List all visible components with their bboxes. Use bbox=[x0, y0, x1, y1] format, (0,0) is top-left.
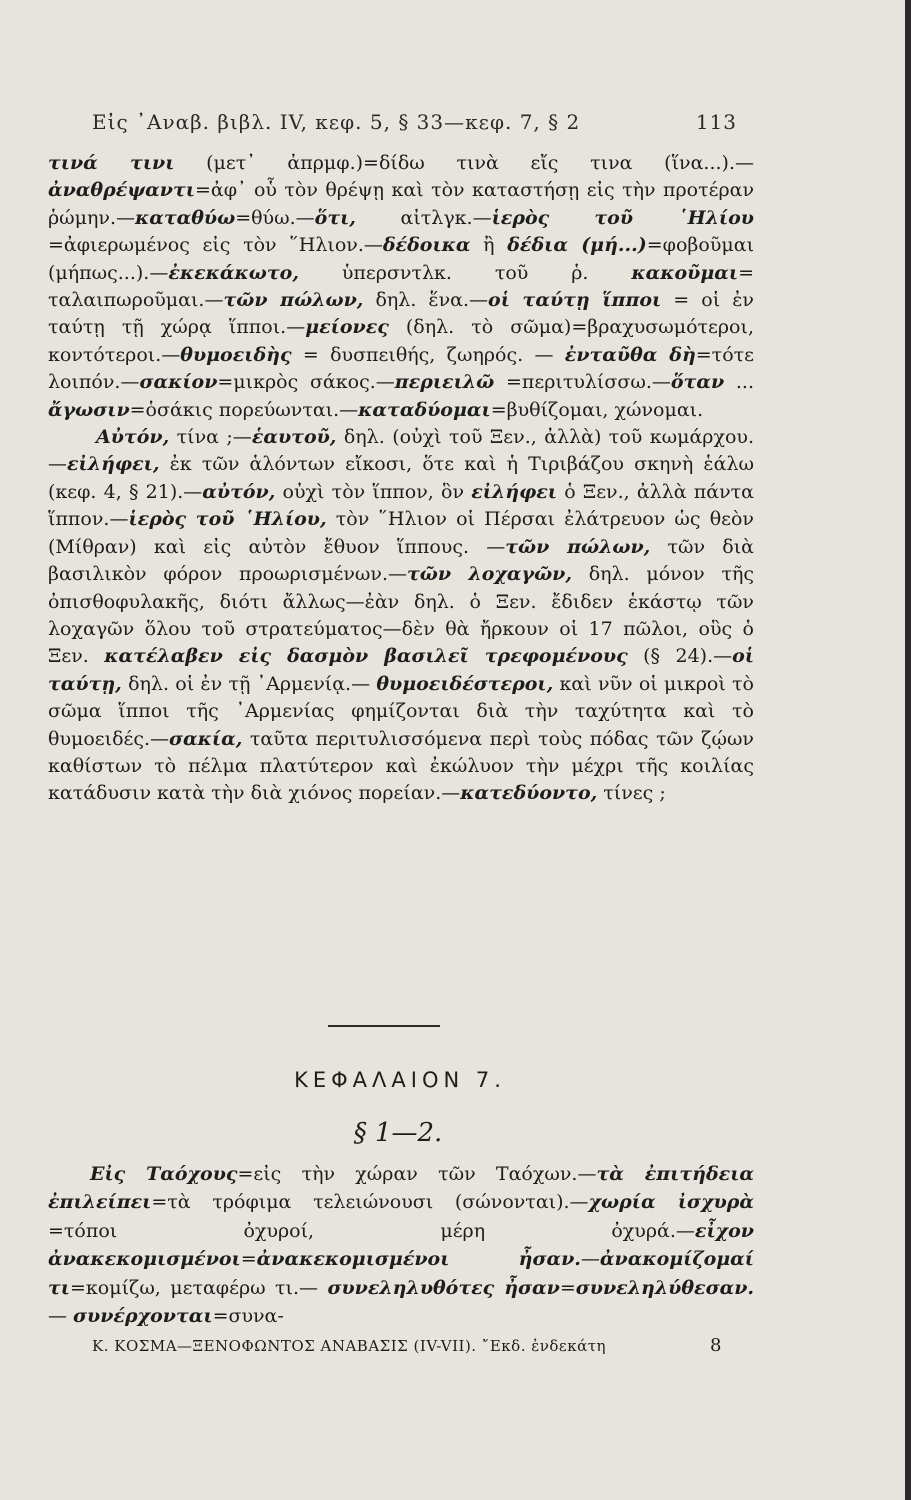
gloss-text: ὑπερσντλκ. τοῦ ῥ. bbox=[298, 261, 632, 284]
gloss-text: =τότε λοιπόν.— bbox=[48, 343, 754, 394]
gloss-text: =φοβοῦμαι (μήπως...).— bbox=[48, 234, 755, 284]
lemma-term: ἐκεκάκωτο, bbox=[168, 261, 299, 284]
lemma-term: ἀναθρέψαντι bbox=[48, 179, 195, 202]
lemma-term: κατεδύοντο, bbox=[460, 782, 598, 805]
gloss-text: ... bbox=[724, 371, 754, 394]
lemma-term: τὰ ἐπιτήδεια ἐπιλείπει bbox=[48, 1163, 755, 1214]
running-head bbox=[92, 110, 737, 134]
gloss-text: οὐχὶ τὸν ἵππον, ὃν bbox=[275, 480, 472, 503]
footer-imprint: Κ. ΚΟΣΜΑ—ΞΕΝΟΦΩΝΤΟΣ ΑΝΑΒΑΣΙΣ (IV-VII). ῎Εκδ. ἑνδεκάτη bbox=[92, 1337, 606, 1355]
gloss-text: τίνα ;— bbox=[169, 426, 252, 449]
lemma-term: ἄγωσιν bbox=[48, 398, 130, 421]
gloss-text: δηλ. ἕνα.— bbox=[363, 289, 489, 312]
section-divider bbox=[328, 1025, 440, 1027]
gloss-text: =τόποι ὀχυροί, μέρη ὀχυρά.— bbox=[48, 1219, 695, 1242]
lemma-term: τῶν πώλων, bbox=[505, 535, 651, 558]
gloss-text: (μετ᾿ ἀπρμφ.)=δίδω τινὰ εἴς τινα (ἵνα...).— bbox=[174, 152, 754, 174]
gloss-text: = ταλαιπωροῦμαι.— bbox=[48, 261, 754, 312]
lemma-term: εἰλήφει, bbox=[67, 453, 160, 476]
lemma-term: οἱ ταύτῃ ἵπποι bbox=[488, 289, 662, 312]
lemma-term: ἑαυτοῦ, bbox=[251, 426, 337, 449]
lemma-term: ἱερὸς τοῦ ῾Ηλίου bbox=[491, 206, 754, 229]
lemma-term: κατέλαβεν εἰς δασμὸν βασιλεῖ τρεφομένους bbox=[104, 645, 628, 668]
gloss-text: =εἰς τὴν χώραν τῶν Ταόχων.— bbox=[237, 1163, 597, 1185]
lemma-term: καταθύω bbox=[134, 206, 236, 229]
lemma-term: σακίον bbox=[139, 371, 218, 394]
gloss-text: ὁ Ξεν., ἀλλὰ πάντα ἵππον.— bbox=[48, 480, 754, 531]
lemma-term: συνεληλύθεσαν. bbox=[575, 1276, 755, 1299]
lemma-term: συνεληλυθότες ἦσαν bbox=[327, 1276, 560, 1299]
lemma-term: δέδια (μή...) bbox=[507, 234, 647, 257]
lemma-term: τῶν λοχαγῶν, bbox=[407, 563, 572, 586]
lemma-term: συνέρχονται bbox=[73, 1305, 213, 1328]
gloss-text: =τὰ τρόφιμα τελειώνουσι (σώνονται).— bbox=[151, 1191, 589, 1214]
gloss-text: ἢ bbox=[470, 234, 508, 257]
lemma-term: Εἰς Ταόχους bbox=[90, 1163, 238, 1185]
gloss-text: =κομίζω, μεταφέρω τι.— bbox=[69, 1276, 328, 1299]
lemma-term: εἶχον ἀνακεκομισμένοι bbox=[48, 1219, 754, 1271]
lemma-term: ἀνακομίζομαί τι bbox=[48, 1248, 754, 1299]
lemma-term: χωρία ἰσχυρὰ bbox=[588, 1191, 755, 1214]
lemma-term: κακοῦμαι bbox=[631, 261, 739, 284]
lemma-term: μείονες bbox=[305, 316, 389, 339]
lemma-term: τινά τινι bbox=[48, 152, 175, 174]
lemma-term: θυμοειδὴς bbox=[180, 343, 292, 366]
lemma-term: ὅταν bbox=[670, 371, 725, 394]
gloss-text: δηλ. οἱ ἐν τῇ ᾿Αρμενίᾳ.— bbox=[121, 672, 377, 695]
gloss-text: (§ 24).— bbox=[627, 645, 733, 668]
chapter-title: ΚΕΦΑΛΑΙΟΝ 7. bbox=[294, 1068, 506, 1092]
lemma-term: ἱερὸς τοῦ ῾Ηλίου, bbox=[128, 508, 327, 531]
gloss-text: — bbox=[48, 1305, 74, 1328]
gloss-text: τῶν διὰ βασιλικὸν φόρον προωρισμένων.— bbox=[48, 535, 754, 586]
page-number: 113 bbox=[695, 110, 737, 134]
gloss-text: =ὁσάκις πορεύωνται.— bbox=[129, 398, 359, 421]
lemma-term: εἰλήφει bbox=[471, 480, 558, 503]
gloss-text: = οἱ ἐν ταύτῃ τῇ χώρᾳ ἵπποι.— bbox=[48, 289, 754, 339]
lemma-term: Αὐτόν, bbox=[96, 426, 170, 449]
gloss-text: =περιτυλίσσω.— bbox=[494, 371, 671, 394]
gloss-text: τὸν ῞Ηλιον οἱ Πέρσαι ἐλάτρευον ὡς θεὸν (Μίθραν) καὶ εἰς αὐτὸν ἔθυον ἵππους. — bbox=[48, 508, 754, 558]
gloss-text: =συνα- bbox=[212, 1305, 284, 1328]
commentary-block bbox=[48, 150, 754, 808]
section-title: § 1—2. bbox=[353, 1118, 443, 1148]
gloss-text: = bbox=[240, 1248, 257, 1271]
lemma-term: καταδύομαι bbox=[358, 398, 491, 421]
lemma-term: οἱ ταύτῃ, bbox=[48, 645, 755, 695]
gloss-text: =θύω.— bbox=[235, 206, 315, 229]
lemma-term: σακία, bbox=[169, 727, 243, 750]
page-footer bbox=[92, 1335, 722, 1356]
lemma-term: δέδοικα bbox=[382, 234, 471, 257]
gloss-text: ταῦτα περιτυλισσόμενα περὶ τοὺς πόδας τῶν ζῴων καθίστων τὸ πέλμα πλατύτερον καὶ ἐκώλυον τὴν μέχρι τῆς κοιλίας κατάδυσιν κατὰ τὴν διὰ χιόνος πορείαν.— bbox=[48, 727, 754, 805]
lemma-term: θυμοειδέστεροι, bbox=[376, 672, 554, 695]
gloss-text: =ἀφ᾿ οὗ τὸν θρέψῃ καὶ τὸν καταστήσῃ εἰς τὴν προτέραν ῥώμην.— bbox=[48, 179, 754, 229]
gloss-text: = bbox=[559, 1276, 576, 1299]
gloss-text: αἰτλγκ.— bbox=[355, 206, 492, 229]
signature-mark: 8 bbox=[710, 1335, 722, 1356]
gloss-text: =ἀφιερωμένος εἰς τὸν ῞Ηλιον.— bbox=[48, 234, 383, 257]
gloss-text: ἐκ τῶν ἁλόντων εἴκοσι, ὅτε καὶ ἡ Τιριβάζου σκηνὴ ἑάλω (κεφ. 4, § 21).— bbox=[48, 453, 754, 503]
commentary-paragraph-2 bbox=[48, 424, 754, 808]
commentary-paragraph-1 bbox=[48, 150, 754, 424]
gloss-text: δηλ. μόνον τῆς ὀπισθοφυλακῆς, διότι ἄλλως—ἐὰν δηλ. ὁ Ξεν. ἔδιδεν ἑκάστῳ τῶν λοχαγῶν ὅλου τοῦ στρατεύματος—δὲν θὰ ἤρκουν οἱ 17 πῶλοι, οὓς ὁ Ξεν. bbox=[48, 563, 754, 668]
lemma-term: ἀνακεκομισμένοι ἦσαν. bbox=[256, 1248, 581, 1271]
gloss-text: — bbox=[580, 1248, 600, 1271]
gloss-text: καὶ νῦν οἱ μικροὶ τὸ σῶμα ἵπποι τῆς ᾿Αρμενίας φημίζονται διὰ τὴν ταχύτητα καὶ τὸ θυμοειδές.— bbox=[48, 672, 754, 750]
gloss-text: (δηλ. τὸ σῶμα)=βραχυσωμότεροι, κοντότεροι.— bbox=[48, 316, 754, 366]
gloss-text: δηλ. (οὐχὶ τοῦ Ξεν., ἀλλὰ) τοῦ κωμάρχου.— bbox=[48, 426, 754, 476]
gloss-text: τίνες ; bbox=[597, 782, 666, 805]
gloss-text: =μικρὸς σάκος.— bbox=[217, 371, 395, 394]
gloss-text: = δυσπειθής, ζωηρός. — bbox=[291, 343, 565, 366]
commentary-paragraph-3 bbox=[48, 1160, 754, 1330]
gloss-text: =βυθίζομαι, χώνομαι. bbox=[490, 398, 704, 421]
running-title: Εἰς ᾿Αναβ. βιβλ. IV, κεφ. 5, § 33—κεφ. 7, § 2 bbox=[92, 110, 581, 134]
lemma-term: ἐνταῦθα δὴ bbox=[564, 343, 696, 366]
lemma-term: περιειλῶ bbox=[394, 371, 495, 394]
lemma-term: αὐτόν, bbox=[202, 480, 276, 503]
lemma-term: τῶν πώλων, bbox=[223, 289, 364, 312]
lemma-term: ὅτι, bbox=[314, 206, 356, 229]
page-edge bbox=[905, 0, 911, 1500]
